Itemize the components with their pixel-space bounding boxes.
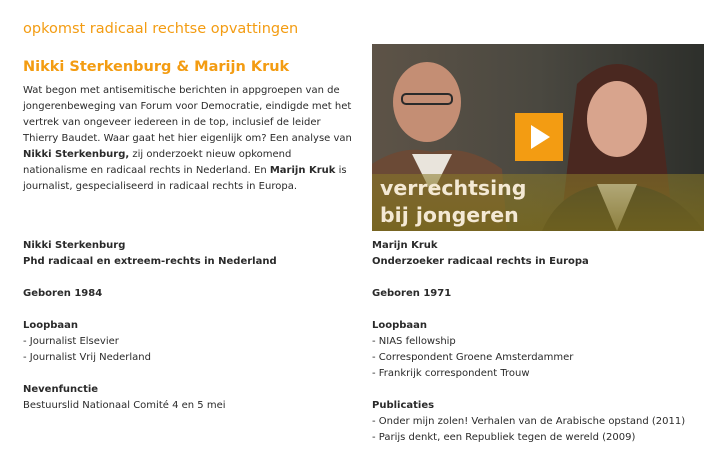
play-icon — [531, 125, 550, 149]
play-button[interactable] — [515, 113, 563, 161]
authors-heading: Nikki Sterkenburg & Marijn Kruk — [23, 59, 290, 75]
career-heading: Loopbaan — [23, 320, 79, 331]
video-caption-line-1: verrechtsing — [380, 176, 527, 200]
intro-name-1: Nikki Sterkenburg, — [23, 149, 130, 160]
list-item: - Onder mijn zolen! Verhalen van de Arabische opstand (2011) — [372, 416, 686, 427]
list-item: - Frankrijk correspondent Trouw — [372, 368, 530, 379]
intro-part-1: Wat begon met antisemitische berichten in appgroepen van de jongerenbeweging van Forum voor Democratie, eindigde met het vertrek van ongeveer iedereen in de top, inclusief de leider Thierry Baudet. Waar gaat het hier eigenlijk om? Een analyse van — [23, 85, 352, 144]
list-item: - Journalist Vrij Nederland — [23, 352, 151, 363]
intro-text — [23, 83, 353, 195]
profile-role: Phd radicaal en extreem-rechts in Nederland — [23, 256, 277, 267]
career-list — [372, 334, 712, 382]
profile-born: Geboren 1971 — [372, 288, 452, 299]
list-item: - Journalist Elsevier — [23, 336, 119, 347]
intro-part-3: is journalist, gespecialiseerd in radicaal rechts in Europa. — [23, 165, 347, 192]
profile-born: Geboren 1984 — [23, 288, 103, 299]
intro-name-2: Marijn Kruk — [269, 165, 336, 176]
list-item: - NIAS fellowship — [372, 336, 456, 347]
profile-role: Onderzoeker radicaal rechts in Europa — [372, 256, 589, 267]
publications-heading: Publicaties — [372, 400, 435, 411]
profile-name: Nikki Sterkenburg — [23, 240, 126, 251]
section-title: opkomst radicaal rechtse opvattingen — [23, 21, 299, 37]
side-function-heading: Nevenfunctie — [23, 384, 99, 395]
profile-kruk — [372, 238, 712, 446]
list-item: - Parijs denkt, een Republiek tegen de wereld (2009) — [372, 432, 636, 443]
career-heading: Loopbaan — [372, 320, 428, 331]
profile-name: Marijn Kruk — [372, 240, 438, 251]
profile-sterkenburg — [23, 238, 353, 414]
video-player[interactable] — [372, 44, 704, 231]
video-caption-line-2: bij jongeren — [380, 203, 519, 227]
publications-list — [372, 414, 712, 446]
intro-part-2: zij onderzoekt nieuw opkomend nationalisme en radicaal rechts in Nederland. En — [23, 149, 292, 176]
list-item: - Correspondent Groene Amsterdammer — [372, 352, 574, 363]
side-function: Bestuurslid Nationaal Comité 4 en 5 mei — [23, 400, 226, 411]
video-caption — [380, 175, 526, 229]
career-list — [23, 334, 353, 366]
